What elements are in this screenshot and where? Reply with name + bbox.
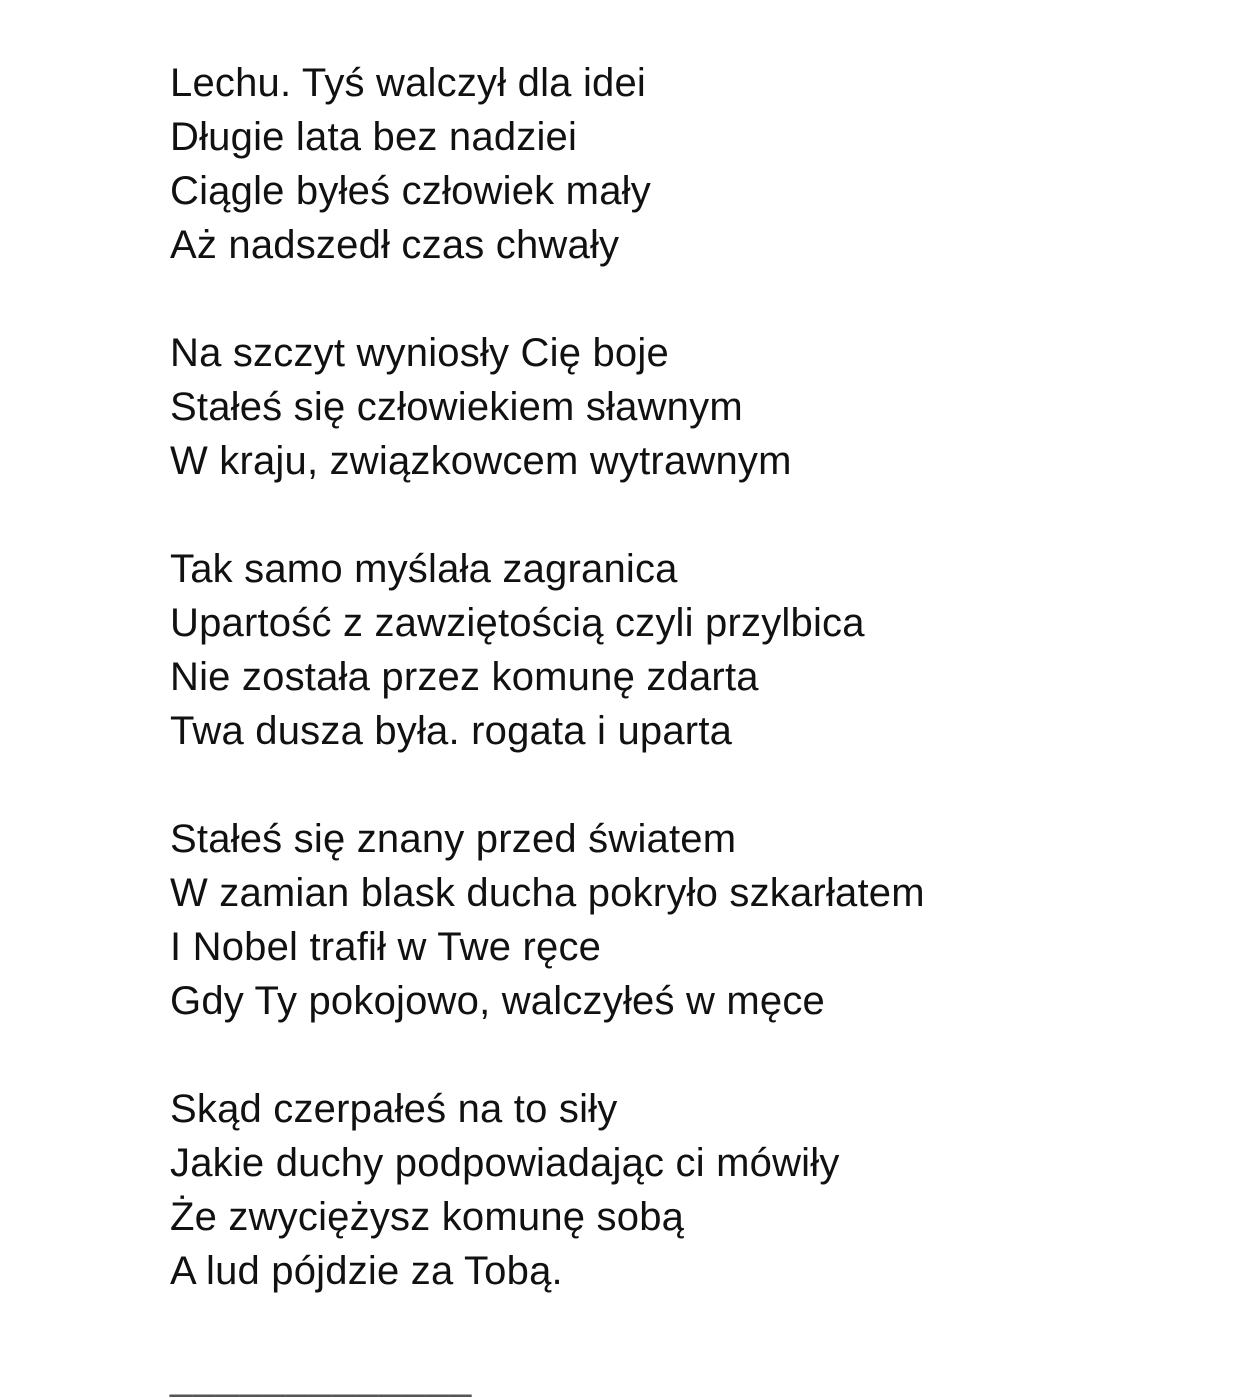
- poem-line: Długie lata bez nadziei: [170, 115, 578, 159]
- poem-line: Ciągle byłeś człowiek mały: [170, 169, 651, 213]
- stanza-1: [170, 56, 1200, 272]
- poem-line: Twa dusza była. rogata i uparta: [170, 709, 733, 753]
- poem-line: Skąd czerpałeś na to siły: [170, 1087, 618, 1131]
- poem-line: Stałeś się człowiekiem sławnym: [170, 385, 743, 429]
- poem-line: Tak samo myślała zagranica: [170, 547, 678, 591]
- stanza-4: [170, 812, 1200, 1028]
- poem-body: [170, 56, 1200, 1352]
- poem-line: Nie została przez komunę zdarta: [170, 655, 759, 699]
- poem-line: Gdy Ty pokojowo, walczyłeś w męce: [170, 979, 825, 1023]
- poem-line: Stałeś się znany przed światem: [170, 817, 737, 861]
- poem-line: Lechu. Tyś walczył dla idei: [170, 61, 647, 105]
- section-divider: _____________: [170, 1354, 473, 1398]
- poem-line: Jakie duchy podpowiadając ci mówiły: [170, 1141, 840, 1185]
- poem-line: A lud pójdzie za Tobą.: [170, 1249, 563, 1293]
- poem-line: Na szczyt wyniosły Cię boje: [170, 331, 669, 375]
- poem-line: W kraju, związkowcem wytrawnym: [170, 439, 792, 483]
- poem-line: I Nobel trafił w Twe ręce: [170, 925, 602, 969]
- stanza-5: [170, 1082, 1200, 1298]
- poem-line: Upartość z zawziętością czyli przylbica: [170, 601, 865, 645]
- poem-line: Aż nadszedł czas chwały: [170, 223, 620, 267]
- poem-line: Że zwyciężysz komunę sobą: [170, 1195, 685, 1239]
- stanza-2: [170, 326, 1200, 488]
- poem-line: W zamian blask ducha pokryło szkarłatem: [170, 871, 925, 915]
- stanza-3: [170, 542, 1200, 758]
